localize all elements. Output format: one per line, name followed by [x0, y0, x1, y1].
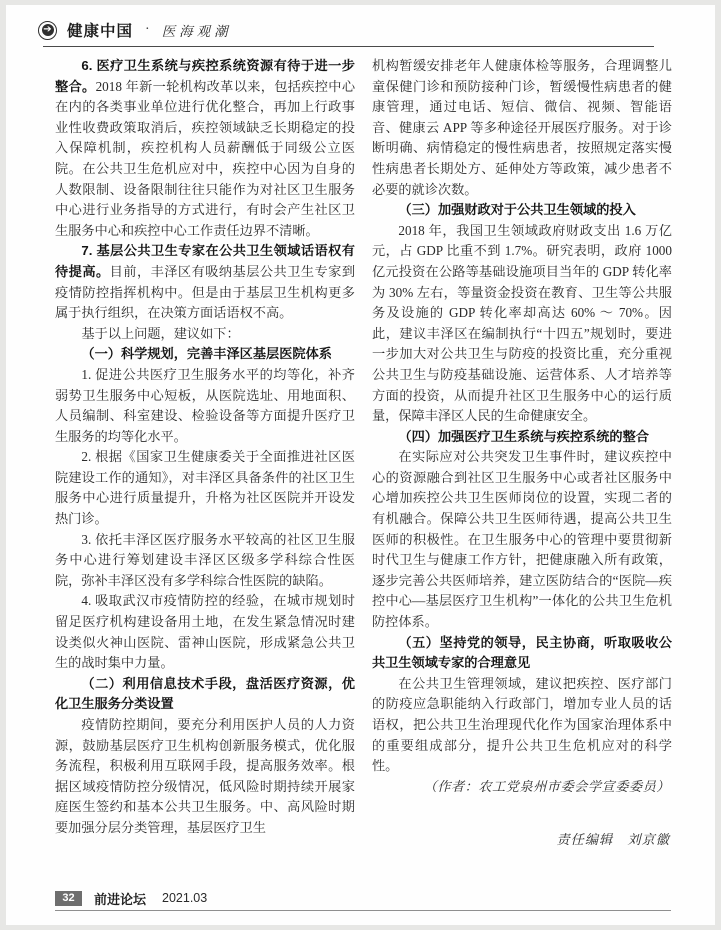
section-heading: （三）加强财政对于公共卫生领域的投入 — [398, 202, 636, 218]
paragraph: 7. 基层公共卫生专家在公共卫生领域话语权有待提高。目前，丰泽区有吸纳基层公共卫生专家到疫情防控指挥机构中。但是由于基层卫生机构更多属于执行组织，在决策方面话语权不高。 — [55, 243, 356, 321]
section-heading: （四）加强医疗卫生系统与疾控系统的整合 — [398, 428, 649, 444]
paragraph: 疫情防控期间，要充分利用医护人员的人力资源，鼓励基层医疗卫生机构创新服务模式，优化服务流程，积极利用互联网手段，提高服务效率。根据区域疫情防控分级情况，低风险时期持续开展家庭医生签约和基本公共卫生服务。中、高风险时期要加强分层分类管理，基层医疗卫生 — [55, 717, 355, 835]
circle-arrow-right-icon: ➔ — [38, 21, 57, 40]
section-heading: （五）坚持党的领导，民主协商，听取吸收公共卫生领域专家的合理意见 — [372, 634, 672, 671]
section-heading: （二）利用信息技术手段，盘活医疗资源，优化卫生服务分类设置 — [55, 675, 355, 712]
paragraph: 在公共卫生管理领域，建议把疾控、医疗部门的防疫应急职能纳入行政部门，增加专业人员的话语权，把公共卫生治理现代化作为国家治理体系中的重要组成部分，提升公共卫生危机应对的科学性。 — [372, 675, 672, 774]
brand-separator: · — [145, 22, 150, 37]
author-credit: （作者：农工党泉州市委会学宣委委员） — [423, 778, 670, 794]
right-column — [372, 56, 672, 871]
page-number-badge: 32 — [55, 891, 82, 906]
journal-title: 前进论坛 — [94, 891, 147, 907]
left-column — [55, 56, 355, 871]
paragraph: 2. 根据《国家卫生健康委关于全面推进社区医院建设工作的通知》，对丰泽区具备条件的社区卫生服务中心进行质量提升，升格为社区医院并开设发热门诊。 — [55, 449, 355, 527]
paragraph-continued: 机构暂缓安排老年人健康体检等服务，合理调整儿童保健门诊和预防接种门诊，暂缓慢性病患者的健康管理，通过电话、短信、微信、视频、智能语音、健康云 APP 等多种途径开展医疗服务。对于诊断明确、病情稳定的慢性病患者，按照规定落实慢性病患者长期处方、延伸处方等政策，减少患者不必要的就诊次数。 — [372, 58, 672, 197]
paragraph: 在实际应对公共突发卫生事件时，建议疾控中心的资源融合到社区卫生服务中心或者社区服务中心增加疾控公共卫生医师岗位的设置，实现二者的有机融合。保障公共卫生医师待遇，提高公共卫生医师的积极性。在卫生服务中心的管理中要贯彻新时代卫生与健康工作方针，把健康融入所有政策，逐步完善公共医师培养，建立医防结合的“医院—疾控中心—基层医疗卫生机构”一体化的公共卫生危机防控体系。 — [372, 449, 672, 630]
page-footer — [55, 889, 671, 911]
article-body — [6, 47, 715, 871]
editor-credit: 责任编辑 刘京徽 — [556, 832, 670, 848]
paragraph: 1. 促进公共医疗卫生服务水平的均等化，补齐弱势卫生服务中心短板，从医院选址、用地面积、人员编制、科室建设、检验设备等方面提升医疗卫生服务的均等化水平。 — [55, 366, 355, 444]
paragraph: 4. 吸取武汉市疫情防控的经验，在城市规划时留足医疗机构建设备用土地，在发生紧急情况时建设类似火神山医院、雷神山医院，形成紧急公共卫生的战时集中力量。 — [55, 593, 355, 671]
magazine-page — [6, 5, 715, 925]
issue-date: 2021.03 — [162, 891, 208, 905]
section-title: 医海观潮 — [161, 24, 232, 39]
header-rule — [43, 46, 654, 47]
paragraph: 2018 年，我国卫生领域政府财政支出 1.6 万亿元，占 GDP 比重不到 1.7%。研究表明，政府 1000 亿元投资在公路等基础设施项目当年的 GDP 转化率为 30% 左右，等量资金投资在教育、卫生等公共服务及设施的 GDP 转化率却高达 60% ～ 70%。因此，建议丰泽区在编制执行“十四五”规划时，要进一步加大对公共卫生与防疫的投资比重，充分重视公共卫生与防疫基础设施、运营体系、人才培养等方面的投资，从而提升社区卫生服务中心的运行质量，保障丰泽区人民的生命健康安全。 — [372, 222, 672, 424]
paragraph-bold-lead: 6. 医疗卫生系统与疾控系统资源有待于进一步整合。 — [55, 58, 355, 94]
column-brand: 健康中国 — [67, 23, 134, 40]
page-header — [6, 5, 715, 47]
paragraph: 基于以上问题，建议如下： — [81, 325, 240, 341]
paragraph: 6. 医疗卫生系统与疾控系统资源有待于进一步整合。2018 年新一轮机构改革以来，包括疾控中心在内的各类事业单位进行优化整合，再加上行政事业性收费政策取消后，疾控领域缺乏长期稳定的投入保障机制，疾控机构人员薪酬低于同级公立医院。在公共卫生危机应对中，疾控中心因为自身的人数限制、设备限制往往只能作为对社区卫生服务中心进行业务指导的方式进行，有时会产生社区卫生服务中心和疾控中心工作责任边界不清晰。 — [55, 58, 356, 238]
section-heading: （一）科学规划，完善丰泽区基层医院体系 — [81, 346, 332, 362]
paragraph: 3. 依托丰泽区医疗服务水平较高的社区卫生服务中心进行筹划建设丰泽区区级多学科综合性医院，弥补丰泽区没有多学科综合性医院的缺陷。 — [55, 531, 355, 588]
paragraph-bold-lead: 7. 基层公共卫生专家在公共卫生领域话语权有待提高。 — [55, 243, 355, 279]
